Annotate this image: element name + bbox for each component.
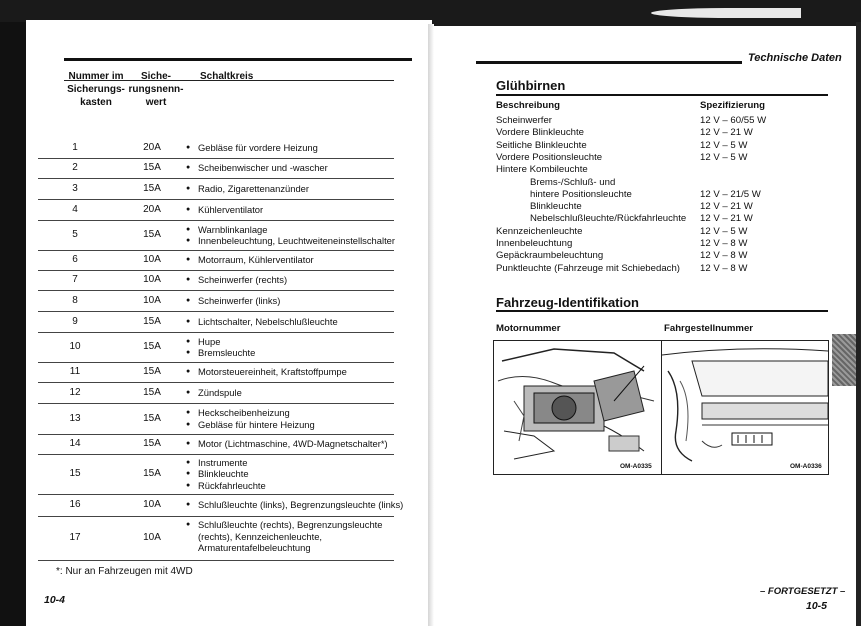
fuse-row [38, 332, 394, 363]
fuse-circuit-item: ● Instrumente [186, 457, 396, 469]
fuse-number: 2 [72, 162, 78, 173]
fuse-circuit: ● Schlußleuchte (rechts), Begrenzungsleuchte (rechts), Kennzeichenleuchte, Armaturentafelbeleuchtung [186, 519, 396, 554]
bulb-specification: 12 V – 5 W [700, 225, 748, 237]
fuse-circuit-item: ● Bremsleuchte [186, 347, 396, 359]
fuse-circuit-item: ● Innenbeleuchtung, Leuchtweiteneinstellschalter [186, 235, 396, 247]
fuse-number: 7 [72, 274, 78, 285]
bulb-description: Nebelschlußleuchte/Rückfahrleuchte [530, 213, 687, 225]
bulb-specification: 12 V – 21 W [700, 201, 753, 213]
fuse-row [38, 362, 394, 383]
fuse-number: 9 [72, 315, 78, 327]
scan-right-edge [856, 22, 861, 626]
fuse-number: 13 [69, 412, 81, 424]
page-number-right: 10-5 [806, 600, 828, 612]
fuse-row [38, 311, 394, 333]
continued-label: – FORTGESETZT – [760, 586, 846, 597]
bulbs-col-specification: Spezifizierung [700, 100, 766, 111]
fuse-number: 6 [72, 254, 78, 265]
fuse-circuit-item: ● Motorraum, Kühlerventilator [186, 254, 396, 266]
bulb-specification: 12 V – 21/5 W [700, 188, 761, 200]
chassis-number-label: Fahrgestellnummer [664, 323, 754, 334]
fuse-rating: 15A [143, 366, 161, 377]
fuse-circuit-item: ● Kühlerventilator [186, 204, 396, 216]
fuse-row [38, 137, 394, 159]
fuse-row [38, 516, 394, 561]
bulb-description: Vordere Positionsleuchte [496, 151, 603, 163]
fuse-number: 10 [69, 341, 81, 352]
fuse-circuit [186, 204, 396, 216]
fuse-row [38, 270, 394, 291]
bulb-specification: 12 V – 21 W [700, 213, 753, 225]
fuse-circuit-item: ● Gebläse für vordere Heizung [186, 142, 396, 154]
engine-number-photo [493, 340, 663, 475]
bulb-description: Kennzeichenleuchte [496, 225, 583, 237]
fuse-circuit [186, 183, 396, 195]
fuse-number: 12 [69, 386, 81, 398]
engine-number-label: Motornummer [496, 323, 561, 334]
fuse-circuit-item: ● Scheibenwischer und -wascher [186, 162, 396, 174]
fuse-circuit-item: ● Hupe [186, 336, 396, 348]
fuse-circuit [186, 254, 396, 266]
fuse-rating: 15A [143, 438, 161, 449]
fuse-circuit-item: ● Rückfahrleuchte [186, 480, 396, 492]
fuse-row [38, 178, 394, 200]
fuse-circuit-full [186, 554, 187, 555]
fuse-number: 1 [72, 141, 78, 153]
fuse-circuit [186, 438, 396, 450]
bulb-description: Brems-/Schluß- und [530, 176, 616, 188]
fuse-circuit-item: ● Scheinwerfer (rechts) [186, 274, 396, 286]
engine-photo-caption: OM-A0335 [620, 463, 652, 470]
bulb-specification: 12 V – 21 W [700, 127, 753, 139]
bulb-specification: 12 V – 8 W [700, 238, 748, 249]
fuse-circuit [186, 142, 396, 154]
fuse-rating: 10A [143, 274, 161, 285]
fuse-row [38, 403, 394, 435]
fuse-rating: 15A [143, 315, 161, 327]
fuse-circuit-item: ● Scheinwerfer (links) [186, 295, 396, 307]
header-fuse-rating: Siche-rungsnenn-wert [128, 71, 184, 108]
fuse-circuit [186, 499, 404, 511]
fuse-circuit-item: ● Zündspule [186, 387, 396, 399]
fuse-row [38, 494, 404, 517]
fuse-row [38, 220, 394, 251]
fuse-number: 16 [69, 499, 81, 510]
fuse-rating: 15A [143, 182, 161, 194]
bulb-description: hintere Positionsleuchte [530, 188, 632, 200]
bulb-description: Seitliche Blinkleuchte [496, 139, 587, 151]
bulbs-heading: Glühbirnen [496, 78, 566, 93]
fuse-rating: 20A [143, 141, 161, 153]
fuse-number: 15 [69, 468, 81, 479]
bulb-specification: 12 V – 8 W [700, 262, 748, 274]
bulbs-rule [496, 94, 828, 96]
section-title: Technische Daten [748, 52, 842, 64]
page-thumb-tab [832, 334, 856, 386]
bulb-specification: 12 V – 5 W [700, 139, 748, 151]
fuse-circuit-item: ● Gebläse für hintere Heizung [186, 419, 396, 431]
fuse-circuit-item: ● Radio, Zigarettenanzünder [186, 183, 396, 195]
fuse-rating: 15A [143, 229, 161, 240]
fuse-row [38, 158, 394, 179]
fuse-number: 4 [72, 203, 78, 215]
bulb-description: Gepäckraumbeleuchtung [496, 250, 604, 262]
fuse-circuit-item: ● Warnblinkanlage [186, 224, 396, 236]
fuse-row [38, 434, 394, 455]
fuse-number: 8 [72, 294, 78, 306]
bulb-specification: 12 V – 5 W [700, 151, 748, 163]
footnote: *: Nur an Fahrzeugen mit 4WD [56, 566, 193, 577]
fuse-circuit-item: ● Schlußleuchte (links), Begrenzungsleuchte (links) [186, 499, 396, 511]
header-circuit: Schaltkreis [200, 71, 254, 82]
fuse-circuit [186, 336, 396, 359]
fuse-circuit [186, 407, 396, 430]
fuse-number: 11 [69, 366, 81, 377]
fuse-rating: 15A [143, 412, 161, 424]
fuse-circuit [186, 274, 396, 286]
identification-rule [496, 310, 828, 312]
fuse-circuit-item: ● Heckscheibenheizung [186, 407, 396, 419]
fuse-rating: 10A [143, 499, 161, 510]
fuse-rating: 20A [143, 203, 161, 215]
bulb-specification: 12 V – 8 W [700, 250, 748, 262]
fuse-rating: 15A [143, 341, 161, 352]
bulb-description: Blinkleuchte [530, 201, 582, 213]
fuse-circuit [186, 295, 396, 307]
fuse-circuit [186, 457, 396, 492]
fuse-rating: 15A [143, 162, 161, 173]
fuse-circuit [186, 387, 396, 399]
left-top-rule [64, 58, 412, 61]
chassis-photo-caption: OM-A0336 [790, 463, 822, 470]
fuse-number: 17 [69, 532, 81, 543]
fuse-row [38, 382, 394, 404]
fuse-rating: 10A [143, 532, 161, 543]
fuse-circuit-item: ● Motorsteuereinheit, Kraftstoffpumpe [186, 366, 396, 378]
fuse-row [38, 250, 394, 271]
bulbs-col-description: Beschreibung [496, 100, 560, 111]
identification-heading: Fahrzeug-Identifikation [496, 295, 639, 310]
fuse-row [38, 199, 394, 221]
fuse-circuit-item: ● Motor (Lichtmaschine, 4WD-Magnetschalter*) [186, 438, 396, 450]
book-fold [428, 24, 434, 626]
bulb-specification: 12 V – 60/55 W [700, 115, 767, 126]
bulb-description: Vordere Blinkleuchte [496, 127, 584, 139]
fuse-row [38, 290, 394, 312]
fuse-rating: 15A [143, 386, 161, 398]
fuse-circuit [186, 316, 396, 328]
fuse-circuit [186, 224, 396, 247]
fuse-circuit-item: ● Lichtschalter, Nebelschlußleuchte [186, 316, 396, 328]
header-fuse-number: Nummer im Sicherungs-kasten [67, 71, 125, 108]
fuse-circuit-item: ● Blinkleuchte [186, 468, 396, 480]
fuse-number: 14 [69, 438, 81, 449]
bulb-description: Punktleuchte (Fahrzeuge mit Schiebedach) [496, 262, 680, 274]
fuse-rating: 15A [143, 468, 161, 479]
page-number-left: 10-4 [44, 594, 66, 606]
bulb-description: Innenbeleuchtung [496, 238, 573, 249]
fuse-rating: 10A [143, 254, 161, 265]
fuse-number: 3 [72, 182, 78, 194]
chassis-number-photo [661, 340, 829, 475]
bulb-description: Scheinwerfer [496, 115, 552, 126]
bulb-description: Hintere Kombileuchte [496, 164, 588, 176]
fuse-row [38, 454, 394, 495]
fuse-circuit [186, 366, 396, 378]
fuse-circuit [186, 162, 396, 174]
right-top-rule [476, 61, 742, 64]
fuse-number: 5 [72, 229, 78, 240]
fuse-rating: 10A [143, 294, 161, 306]
